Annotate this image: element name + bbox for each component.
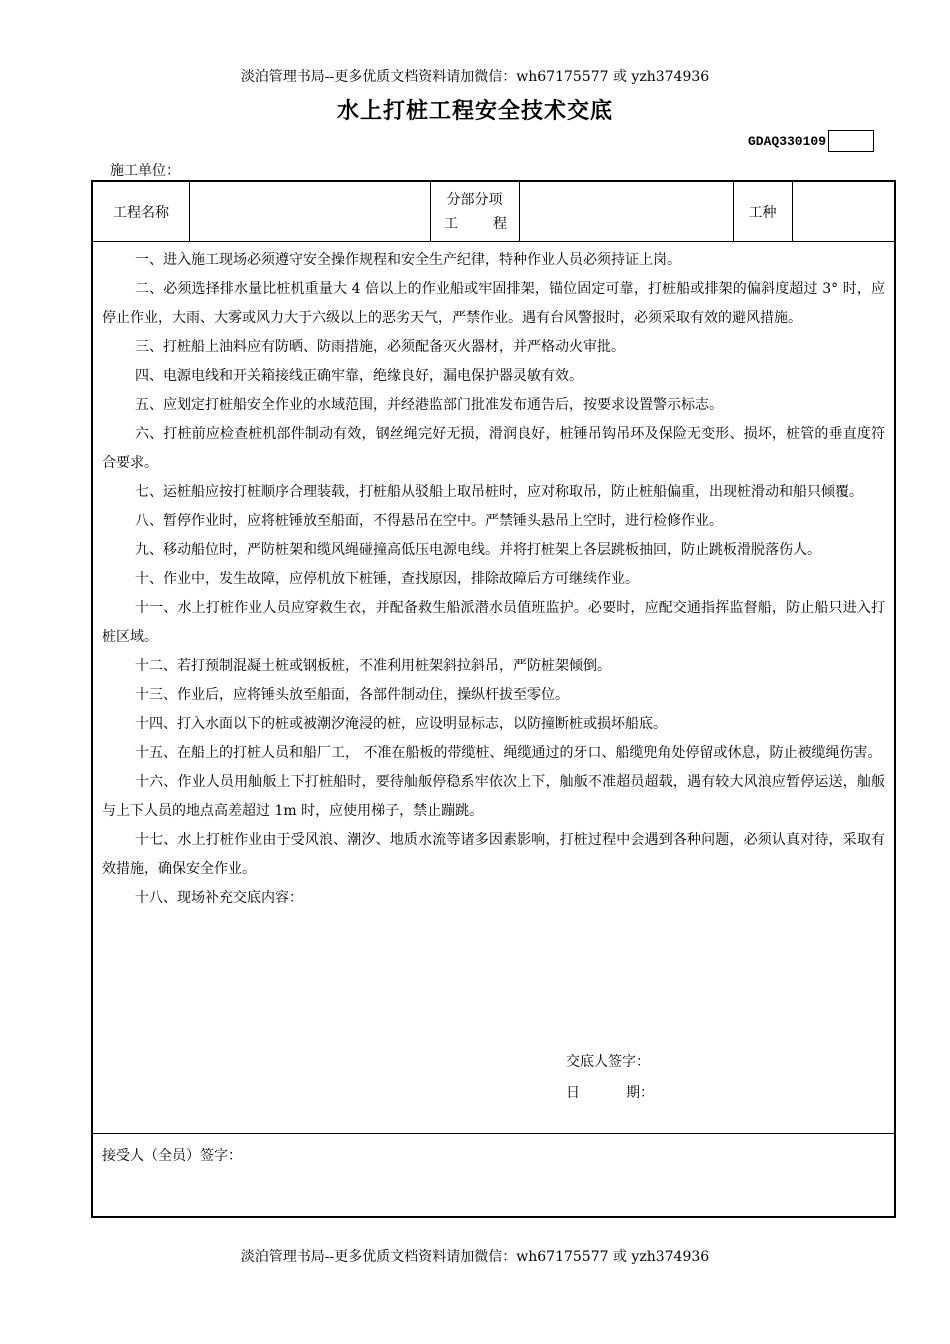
clause: 六、打桩前应检查桩机部件制动有效，钢丝绳完好无损，滑润良好，桩锤吊钩吊环及保险无变形、损坏，桩管的垂直度符合要求。 xyxy=(102,426,885,471)
clause: 三、打桩船上油料应有防晒、防雨措施，必须配备灭火器材，并严格动火审批。 xyxy=(135,339,625,355)
clause: 一、进入施工现场必须遵守安全操作规程和安全生产纪律，特种作业人员必须持证上岗。 xyxy=(135,252,681,268)
briefer-signature-label: 交底人签字： xyxy=(566,1054,650,1070)
header-note: 淡泊管理书局--更多优质文档资料请加微信：wh67175577 或 yzh374936 xyxy=(240,69,710,85)
briefer-signature[interactable] xyxy=(566,1051,650,1071)
clause: 八、暂停作业时，应将桩锤放至船面，不得悬吊在空中。严禁锤头悬吊上空时，进行检修作业。 xyxy=(135,513,723,529)
clause: 十三、作业后，应将锤头放至船面，各部件制动住，操纵杆拔至零位。 xyxy=(135,687,569,703)
receiver-signature-label: 接受人（全员）签字： xyxy=(102,1148,242,1164)
clause: 十五、在船上的打桩人员和船厂工， 不准在船板的带缆桩、绳缆通过的牙口、船缆兜角处停留或休息，防止被缆绳伤害。 xyxy=(135,745,882,761)
work-type-label: 工种 xyxy=(748,204,777,221)
sub-project-label-line1: 分部分项 xyxy=(446,192,503,208)
clause: 十七、水上打桩作业由于受风浪、潮汐、地质水流等诸多因素影响，打桩过程中会遇到各种问题，必须认真对待，采取有效措施，确保安全作业。 xyxy=(102,832,885,877)
sub-project-label-char1: 工 xyxy=(444,216,458,232)
clause-supplement: 十八、现场补充交底内容： xyxy=(135,890,303,906)
clause: 五、应划定打桩船安全作业的水域范围，并经港监部门批准发布通告后，按要求设置警示标志。 xyxy=(135,397,723,413)
clause: 十六、作业人员用舢舨上下打桩船时，要待舢舨停稳系牢依次上下，舢舨不准超员超载，遇有较大风浪应暂停运送，舢舨与上下人员的地点高差超过 1m 时，应使用梯子，禁止蹦跳。 xyxy=(102,774,885,819)
clause: 十二、若打预制混凝土桩或钢板桩，不准利用桩架斜拉斜吊，严防桩架倾倒。 xyxy=(135,658,611,674)
footer-note: 淡泊管理书局--更多优质文档资料请加微信：wh67175577 或 yzh374936 xyxy=(240,1249,710,1265)
date-label-char1: 日 xyxy=(566,1085,580,1101)
clause: 十一、水上打桩作业人员应穿救生衣，并配备救生船派潜水员值班监护。必要时，应配交通指挥监督船，防止船只进入打桩区域。 xyxy=(102,600,885,645)
disclosure-content xyxy=(93,242,894,1134)
doc-code: GDAQ330109 xyxy=(748,133,827,149)
date-label-char2: 期： xyxy=(626,1085,654,1101)
signature-date[interactable] xyxy=(566,1082,654,1102)
clause: 十、作业中，发生故障，应停机放下桩锤，查找原因，排除故障后方可继续作业。 xyxy=(135,571,639,587)
clause: 二、必须选择排水量比桩机重量大 4 倍以上的作业船或牢固排架，锚位固定可靠，打桩船或排架的偏斜度超过 3° 时，应停止作业，大雨、大雾或风力大于六级以上的恶劣天气，严禁作业。遇有台风警报时，必须采取有效的避风措施。 xyxy=(102,281,885,326)
page-title: 水上打桩工程安全技术交底 xyxy=(336,99,613,124)
receiver-signature-area[interactable] xyxy=(93,1135,894,1216)
sub-project-label-char2: 程 xyxy=(493,216,507,232)
doc-code-box[interactable] xyxy=(828,130,874,152)
clause: 四、电源电线和开关箱接线正确牢靠，绝缘良好，漏电保护器灵敏有效。 xyxy=(135,368,583,384)
project-name-label: 工程名称 xyxy=(113,204,169,221)
sub-project-label xyxy=(430,182,519,241)
sub-project-field[interactable] xyxy=(520,182,733,241)
disclosure-form xyxy=(91,180,896,1218)
form-header-row xyxy=(93,182,894,242)
project-name-field[interactable] xyxy=(190,182,430,241)
clause: 十四、打入水面以下的桩或被潮汐淹浸的桩，应设明显标志，以防撞断桩或损坏船底。 xyxy=(135,716,667,732)
construction-unit-label: 施工单位： xyxy=(110,163,180,179)
clause: 九、移动船位时，严防桩架和缆风绳碰撞高低压电源电线。并将打桩架上各层跳板抽回，防止跳板滑脱落伤人。 xyxy=(135,542,821,558)
doc-code-row xyxy=(748,130,874,152)
clause: 七、运桩船应按打桩顺序合理装载，打桩船从驳船上取吊桩时，应对称取吊，防止桩船偏重，出现桩滑动和船只倾覆。 xyxy=(135,484,863,500)
work-type-field[interactable] xyxy=(793,182,894,241)
